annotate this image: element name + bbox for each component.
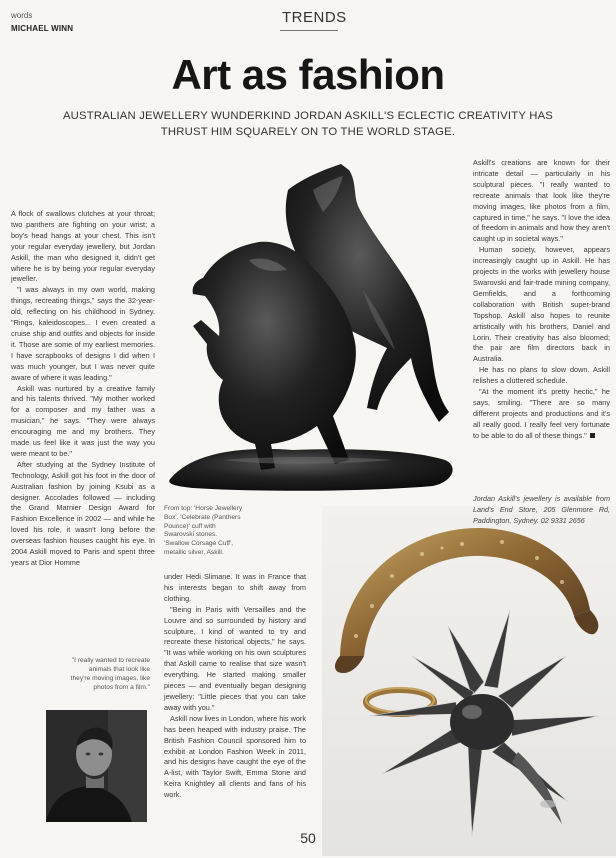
article-paragraph: Askill now lives in London, where his work has been heaped with industry praise. The British Fashion Council sponsored him to exhibit at London Fashion Week in 2011, and his designs have caught the eye of the A-list, with Taylor Swift, Emma Stone and Keira Knightley all clients and fans of his work. [164, 713, 306, 800]
article-paragraph: Human society, however, appears increasingly caught up in Askill. He has projects in the works with jewellery house Swarovski and fair-trade mining company, Gemfields, and a forthcoming collaboration with British super-brand Topshop. Askill also hopes to reunite artistically with his brothers, Daniel and Lorin. Their creativity has also bloomed; the pair are film directors back in Australia. [473, 245, 610, 364]
article-paragraph: "I was always in my own world, making things, recreating things," says the 32-year-old, reflecting on his childhood in Sydney. "Rings, kaleidoscopes... I even created a cruise ship and outfits and objects for inside it. Those are some of my earliest memories. I have scrapbooks of designs I did when I was much younger, but I was never quite aware of where it was leading." [11, 285, 155, 382]
article-paragraph: under Hedi Slimane. It was in France that his interests began to shift away from clothing. [164, 572, 306, 603]
section-rule [280, 30, 338, 31]
article-paragraph: A flock of swallows clutches at your throat; two panthers are fighting on your wrist; a boy's head hangs at your chest. This isn't your regular everyday jewellery, but Jordan Askill, the man who designed it, didn't get where he is by being your regular everyday jeweller. [11, 209, 155, 284]
byline-label: words [11, 11, 33, 20]
headline: Art as fashion [171, 51, 445, 98]
byline-author: MICHAEL WINN [11, 24, 74, 33]
jewellery-photo [322, 506, 616, 856]
article-paragraph: After studying at the Sydney Institute of Technology, Askill got his foot in the door of Australian fashion by joining Ksubi as a designer. Accolades followed — including the Grand Marnier Design Award for Fashion Excellence in 2002 — and while he loved his role, it wasn't long before the overseas fashion houses caught his eye. In 2004 Askill moved to Paris and spent three years at Dior Homme [11, 459, 155, 567]
article-paragraph-final [473, 387, 610, 442]
article-paragraph: He has no plans to slow down. Askill relishes a cluttered schedule. [473, 365, 610, 386]
final-paragraph-text: "At the moment it's pretty hectic," he says, smiling. "There are so many different projects and productions and it's all really good. I really feel very fortunate to be able to do all of these things." [473, 387, 610, 440]
article-paragraph: "Being in Paris with Versailles and the Louvre and so surrounded by history and sculpture, I kind of wanted to try and recreate these historical objects," he says. "It was while working on his own sculptures that Askill came to realise that size wasn't everything. He started making smaller pieces — and eventually began designing jewellery: "Little pieces that you can take away with you." [164, 604, 306, 712]
article-paragraph: Askill was nurtured by a creative family and his talents thrived. "My mother worked for a composer and my father was a musician," he says. "They were always encouraging me and my brothers. They made us feel like it was just the way you were meant to be." [11, 383, 155, 458]
page-number: 50 [300, 830, 316, 846]
article-column-1 [11, 209, 155, 569]
article-column-3 [473, 158, 610, 442]
section-title: TRENDS [282, 9, 347, 26]
portrait-photo [46, 710, 147, 822]
article-paragraph: Askill's creations are known for their intricate detail — particularly in his sculptural pieces. "I really wanted to recreate animals that look like they're moving images, like photos from a film, captured in time," he says. "I love the idea of freedom in animals and how they aren't caught up in societal ways." [473, 158, 610, 244]
jewellery-photo-caption: From top: 'Horse Jewellery Box'. 'Celebrate (Panthers Pounce)' cuff with Swarovski stones. 'Swallow Corsage Cuff', metallic silver, Askill. [164, 505, 243, 556]
pull-quote: "I really wanted to recreate animals that look like they're moving images, like photos from a film." [70, 657, 150, 691]
article-column-2 [164, 572, 306, 801]
stockist-note: Jordan Askill's jewellery is available from Land's End Store, 205 Glenmore Rd, Paddington, Sydney. 02 9331 2656 [473, 494, 610, 525]
end-mark-icon [590, 433, 595, 438]
horse-sculpture-photo [163, 160, 473, 500]
standfirst: AUSTRALIAN JEWELLERY WUNDERKIND JORDAN ASKILL'S ECLECTIC CREATIVITY HAS THRUST HIM SQUARELY ON TO THE WORLD STAGE. [62, 110, 554, 138]
